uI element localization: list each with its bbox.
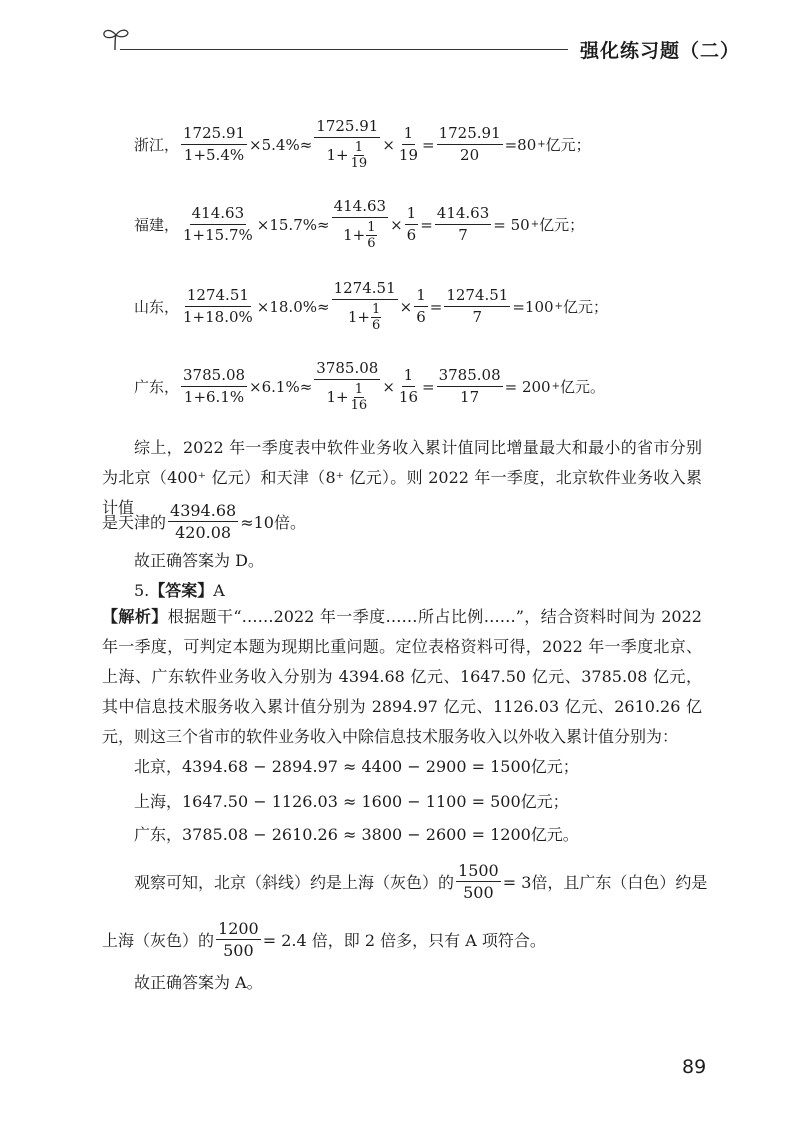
operator: ×18.0%≈ bbox=[256, 297, 330, 316]
page-number: 89 bbox=[682, 1056, 707, 1078]
operator: × bbox=[382, 135, 395, 154]
observation-text: = 3倍，且广东（白色）约是 bbox=[502, 873, 708, 892]
operator: = bbox=[422, 135, 435, 154]
analysis-text: 根据题干“……2022 年一季度……所占比例……”，结合资料时间为 2022 年一季度，可判定本题为现期比重问题。定位表格资料可得，2022 年一季度北京、上海、广东软件业务收入分别为 4394.68 亿元、1647.50 亿元、3785.08 亿元，其中信息技术服务收入累计值分别为 2894.97 亿元、1126.03 亿元、2610.26 亿元，则这三个省市的软件业务收入中除信息技术服务收入以外收入累计值分别为： bbox=[102, 607, 702, 746]
summary-ratio bbox=[102, 502, 306, 541]
fraction: $\frac{1274.51}{7}$ bbox=[446, 286, 509, 326]
calc-shanghai: 上海，1647.50 − 1126.03 ≈ 1600 − 1100 = 500亿元； bbox=[134, 792, 569, 811]
operator: × bbox=[390, 215, 403, 234]
fraction: $\frac{414.63}{7}$ bbox=[436, 204, 490, 244]
calc-beijing: 北京，4394.68 − 2894.97 ≈ 4400 − 2900 = 1500亿元； bbox=[134, 757, 579, 776]
operator: ×15.7%≈ bbox=[256, 215, 330, 234]
observation-text: = 2.4 倍，即 2 倍多，只有 A 项符合。 bbox=[262, 931, 546, 950]
fraction: $\frac{3785.08}{17}$ bbox=[438, 366, 501, 406]
answer-a: 故正确答案为 A。 bbox=[134, 973, 263, 992]
result: =80 bbox=[504, 135, 537, 154]
operator: ×6.1%≈ bbox=[249, 377, 313, 396]
unit: 亿元。 bbox=[559, 378, 605, 396]
fraction: $\frac{1}{6}$ bbox=[406, 204, 417, 244]
fraction: 3785.08 1+ $\frac{1}{16}$ bbox=[316, 359, 379, 413]
operator: = bbox=[429, 297, 443, 316]
unit: 亿元； bbox=[562, 298, 608, 316]
observation-text: 上海（灰色）的 bbox=[102, 931, 215, 950]
observation-line1 bbox=[134, 862, 707, 901]
fraction: $\frac{1274.51}{1+18.0\%}$ bbox=[183, 286, 253, 326]
observation-text: 观察可知，北京（斜线）约是上海（灰色）的 bbox=[134, 873, 455, 892]
fraction: $\frac{1}{19}$ bbox=[398, 124, 418, 164]
row-label: 浙江， bbox=[134, 136, 180, 154]
fraction: $\frac{1725.91}{1+5.4\%}$ bbox=[183, 124, 246, 164]
fraction: $\frac{4394.68}{420.08}$ bbox=[170, 501, 237, 542]
calc-row-zhejiang: 浙江， $\frac{1725.91}{1+5.4\%}$ ×5.4%≈ 1725.91 1+ $\frac{1}{19}$ × $\frac{1}{19}$ = $\frac{1725.91}{20}$ =80 + 亿元； bbox=[134, 117, 591, 171]
unit: 亿元； bbox=[545, 136, 591, 154]
calc-guangdong: 广东，3785.08 − 2610.26 ≈ 3800 − 2600 = 1200亿元。 bbox=[134, 825, 579, 844]
result: = 50 bbox=[493, 215, 530, 234]
row-label: 福建， bbox=[134, 216, 180, 234]
fraction: $\frac{1}{6}$ bbox=[416, 286, 426, 326]
operator: = bbox=[422, 377, 435, 396]
row-label: 广东， bbox=[134, 378, 180, 396]
answer-value: A bbox=[213, 581, 225, 600]
calc-row-shandong: 山东， $\frac{1274.51}{1+18.0\%}$ ×18.0%≈ 1274.51 1+ $\frac{1}{6}$ × $\frac{1}{6}$ = $\frac{1274.51}{7}$ =100 + 亿元； bbox=[134, 279, 608, 333]
result: = 200 bbox=[504, 377, 551, 396]
fraction: $\frac{3785.08}{1+6.1\%}$ bbox=[183, 366, 246, 406]
answer-d: 故正确答案为 D。 bbox=[134, 551, 264, 570]
question-number: 5. bbox=[134, 581, 150, 600]
fraction: $\frac{1200}{500}$ bbox=[218, 919, 259, 960]
fraction: 1274.51 1+ $\frac{1}{6}$ bbox=[333, 279, 396, 333]
section-title: 强化练习题（二） bbox=[580, 40, 741, 62]
header-rule bbox=[120, 49, 568, 50]
calc-row-guangdong: 广东， $\frac{3785.08}{1+6.1\%}$ ×6.1%≈ 3785.08 1+ $\frac{1}{16}$ × $\frac{1}{16}$ = $\frac{3785.08}{17}$ = 200 + 亿元。 bbox=[134, 359, 605, 413]
operator: ×5.4%≈ bbox=[249, 135, 313, 154]
fraction: 1725.91 1+ $\frac{1}{19}$ bbox=[316, 117, 379, 171]
calc-row-fujian: 福建， $\frac{414.63}{1+15.7\%}$ ×15.7%≈ 414.63 1+ $\frac{1}{6}$ × $\frac{1}{6}$ = $\frac{414.63}{7}$ = 50 + 亿元； bbox=[134, 197, 585, 251]
observation-line2 bbox=[102, 920, 546, 959]
fraction: $\frac{1500}{500}$ bbox=[458, 861, 499, 902]
ratio-text: 是天津的 bbox=[102, 513, 167, 532]
fraction: $\frac{1725.91}{20}$ bbox=[438, 124, 501, 164]
ratio-result: ≈10倍。 bbox=[240, 513, 306, 532]
unit: 亿元； bbox=[539, 216, 585, 234]
answer-tag: 【答案】 bbox=[149, 581, 214, 600]
analysis-paragraph bbox=[102, 602, 702, 752]
fraction: 414.63 1+ $\frac{1}{6}$ bbox=[333, 197, 387, 251]
analysis-tag: 【解析】 bbox=[102, 607, 168, 626]
fraction: $\frac{1}{16}$ bbox=[398, 366, 418, 406]
operator: = bbox=[420, 215, 433, 234]
result: =100 bbox=[512, 297, 554, 316]
row-label: 山东， bbox=[134, 298, 180, 316]
summary-paragraph: 综上，2022 年一季度表中软件业务收入累计值同比增量最大和最小的省市分别为北京（400⁺ 亿元）和天津（8⁺ 亿元）。则 2022 年一季度，北京软件业务收入累计值 bbox=[102, 438, 702, 517]
operator: × bbox=[382, 377, 395, 396]
operator: × bbox=[399, 297, 413, 316]
fraction: $\frac{414.63}{1+15.7\%}$ bbox=[183, 204, 253, 244]
